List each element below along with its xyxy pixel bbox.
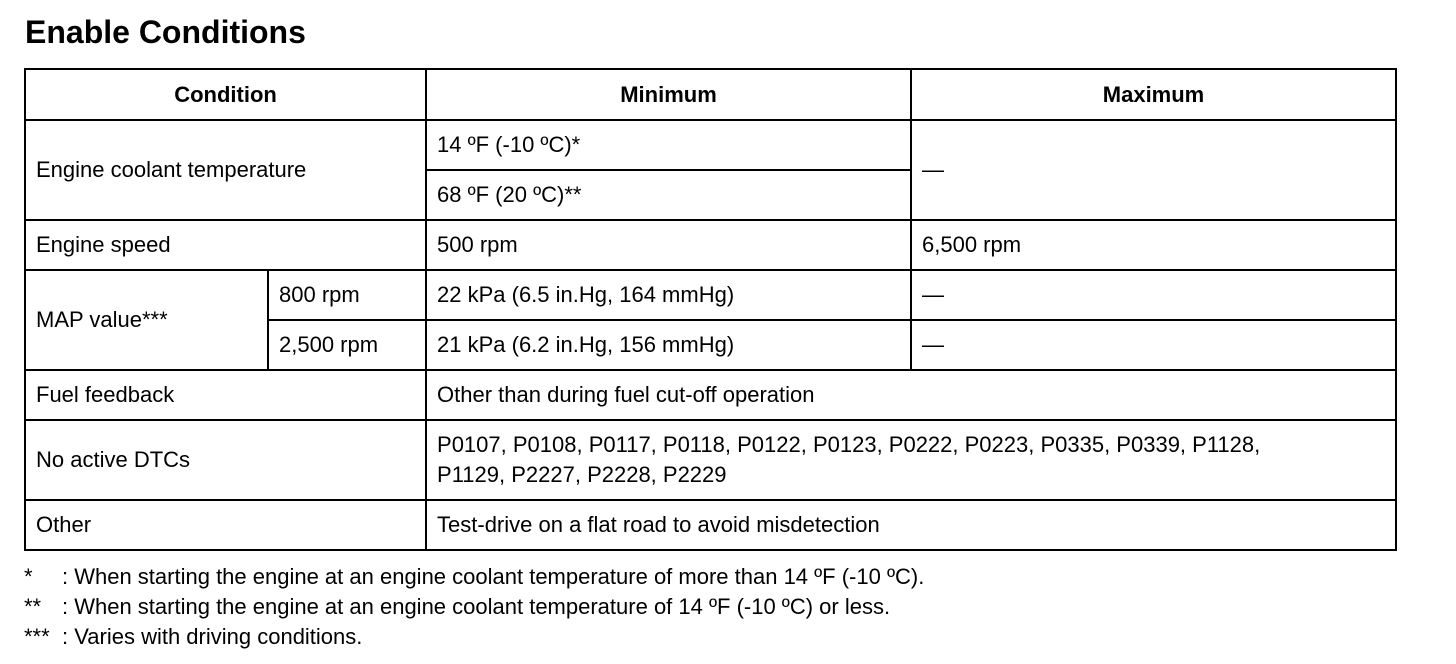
- fuel-value: Other than during fuel cut-off operation: [426, 370, 1396, 420]
- footnote: [24, 592, 924, 622]
- speed-max: 6,500 rpm: [911, 220, 1396, 270]
- header-row: [25, 69, 1396, 120]
- footnotes: [24, 562, 924, 652]
- coolant-min-2: 68 ºF (20 ºC)**: [426, 170, 911, 220]
- footnote: [24, 622, 924, 652]
- map-sub-1: 800 rpm: [268, 270, 426, 320]
- page-title: Enable Conditions: [25, 14, 306, 50]
- map-sub-2: 2,500 rpm: [268, 320, 426, 370]
- header-minimum: Minimum: [426, 69, 911, 120]
- table-row: [25, 500, 1396, 550]
- footnote-text: : Varies with driving conditions.: [62, 624, 363, 649]
- other-label: Other: [25, 500, 426, 550]
- map-max-1: —: [911, 270, 1396, 320]
- speed-label: Engine speed: [25, 220, 426, 270]
- table-row: [25, 420, 1396, 500]
- dtc-line-2: P1129, P2227, P2228, P2229: [437, 462, 727, 487]
- table-row: [25, 370, 1396, 420]
- map-max-2: —: [911, 320, 1396, 370]
- footnote-mark: ***: [24, 624, 50, 649]
- dtc-label: No active DTCs: [25, 420, 426, 500]
- table-row: [25, 270, 1396, 320]
- table-row: [25, 220, 1396, 270]
- dtc-value: [426, 420, 1396, 500]
- coolant-label: Engine coolant temperature: [25, 120, 426, 220]
- coolant-min-1: 14 ºF (-10 ºC)*: [426, 120, 911, 170]
- speed-min: 500 rpm: [426, 220, 911, 270]
- coolant-max: —: [911, 120, 1396, 220]
- map-min-1: 22 kPa (6.5 in.Hg, 164 mmHg): [426, 270, 911, 320]
- footnote-mark: **: [24, 594, 42, 619]
- dtc-line-1: P0107, P0108, P0117, P0118, P0122, P0123, P0222, P0223, P0335, P0339, P1128,: [437, 432, 1261, 457]
- header-condition: Condition: [25, 69, 426, 120]
- other-value: Test-drive on a flat road to avoid misdetection: [426, 500, 1396, 550]
- enable-conditions-table: [24, 68, 1397, 551]
- footnote-mark: *: [24, 564, 33, 589]
- footnote: [24, 562, 924, 592]
- table-row: [25, 120, 1396, 170]
- fuel-label: Fuel feedback: [25, 370, 426, 420]
- map-min-2: 21 kPa (6.2 in.Hg, 156 mmHg): [426, 320, 911, 370]
- header-maximum: Maximum: [911, 69, 1396, 120]
- map-label: MAP value***: [25, 270, 268, 370]
- footnote-text: : When starting the engine at an engine coolant temperature of more than 14 ºF (-10 ºC).: [62, 564, 925, 589]
- footnote-text: : When starting the engine at an engine coolant temperature of 14 ºF (-10 ºC) or less.: [62, 594, 891, 619]
